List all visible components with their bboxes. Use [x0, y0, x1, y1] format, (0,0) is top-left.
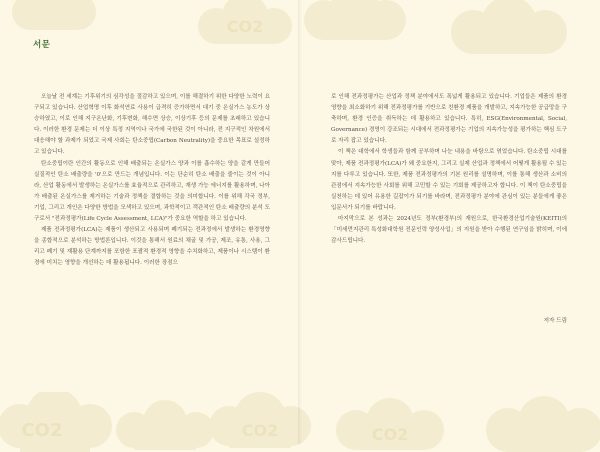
paragraph: 로 인해 전과정평가는 산업과 정책 분야에서도 폭넓게 활용되고 있습니다. 기업들은 제품의 환경영향을 최소화하기 위해 전과정평가를 기반으로 친환경 제품을 개발하고, 지속가능한 공급망을 구축하며, 환경 인증을 취득하는 데 활용하고 있습니다. 특히, ESG(Environmental, Social, Governance) 경영이 강조되는 시대에서 전과정평가는 기업의 지속가능성을 평가하는 핵심 도구로 자리 잡고 있습니다.	[331, 94, 567, 145]
co2-cloud-icon	[8, 0, 100, 32]
svg-text:CO2: CO2	[371, 425, 409, 444]
paragraph: 탄소중립이란 인간의 활동으로 인해 배출되는 온실가스 양과 이를 흡수하는 양을 같게 만들어 실질적인 탄소 배출량을 '0'으로 만드는 개념입니다. 이는 단순히 탄소 배출을 줄이는 것이 아니라, 산업 활동에서 발생하는 온실가스를 효율적으로 관리하고, 재생 가능 에너지를 활용하며, 나아가 배출된 온실가스를 제거하는 기술과 정책을 결합하는 것을 의미합니다. 이를 위해 각국 정부, 기업, 그리고 개인은 다양한 방법을 모색하고 있으며, 과학적이고 객관적인 탄소 배출량의 분석 도구로서 "전과정평가(Life Cycle Assessment, LCA)"가 중요한 역할을 하고 있습니다.	[34, 160, 270, 223]
left-page-body	[34, 92, 270, 270]
right-page-body	[331, 92, 567, 247]
svg-text:CO2: CO2	[21, 420, 63, 441]
page-gutter	[298, 0, 302, 444]
co2-cloud-icon	[190, 0, 300, 46]
paragraph: 제품 전과정평가(LCA)는 제품이 생산되고 사용되며 폐기되는 전과정에서 발생하는 환경영향을 종합적으로 분석하는 방법론입니다. 이것을 통해서 원료의 채굴 및 가공, 제조, 유통, 사용, 그리고 폐기 및 재활용 단계까지를 포함한 포괄적 환경적 영향을 수치화하고, 제품이나 시스템이 환경에 미치는 영향을 개선하는 데 활용됩니다. 이러한 장점으	[34, 227, 270, 267]
page-title: 서문	[33, 40, 51, 50]
co2-cloud-icon	[445, 0, 575, 56]
co2-cloud-icon	[0, 392, 120, 452]
co2-cloud-icon	[330, 398, 450, 450]
co2-cloud-icon	[110, 400, 220, 450]
co2-cloud-icon	[300, 0, 410, 42]
paragraph: 오늘날 전 세계는 기후위기의 심각성을 절감하고 있으며, 이를 해결하기 위한 다양한 노력이 요구되고 있습니다. 산업혁명 이후 화석연료 사용이 급격히 증가하면서 대기 중 온실가스 농도가 상승하였고, 이로 인해 지구온난화, 기후변화, 해수면 상승, 이상기후 등의 문제를 초래하고 있습니다. 이러한 환경 문제는 더 이상 특정 지역이나 국가에 국한된 것이 아니라, 전 지구적인 차원에서 대응해야 할 과제가 되었고 국제 사회는 탄소중립(Carbon Neutrality)을 중요한 목표로 설정하고 있습니다.	[34, 94, 270, 156]
svg-text:CO2: CO2	[226, 17, 264, 36]
author-signature: 저자 드림	[543, 318, 567, 324]
paragraph: 마지막으로 본 성과는 2024년도 정부(환경부)의 재원으로, 한국환경산업기술원(KEITI)의 「미세먼지관리 특성화대학원 전문인력 양성사업」의 지원을 받아 수행된 연구임을 밝히며, 이에 감사드립니다.	[331, 216, 567, 245]
paragraph: 이 책은 대학에서 학생들과 함께 공부하며 나눈 내용을 바탕으로 엮었습니다. 탄소중립 시대를 맞아, 제품 전과정평가(LCA)가 왜 중요한지, 그리고 실제 산업과 정책에서 어떻게 활용될 수 있는지를 다루고 있습니다. 또한, 제품 전과정평가의 기본 원리를 설명하며, 이를 통해 생산과 소비의 관점에서 지속가능한 사회를 위해 고민할 수 있는 기회를 제공하고자 합니다. 이 책이 탄소중립을 실천하는 데 있어 유용한 길잡이가 되기를 바라며, 전과정평가 분야에 관심이 있는 분들에게 좋은 입문서가 되기를 바랍니다.	[331, 149, 567, 211]
svg-text:CO2: CO2	[241, 421, 279, 440]
